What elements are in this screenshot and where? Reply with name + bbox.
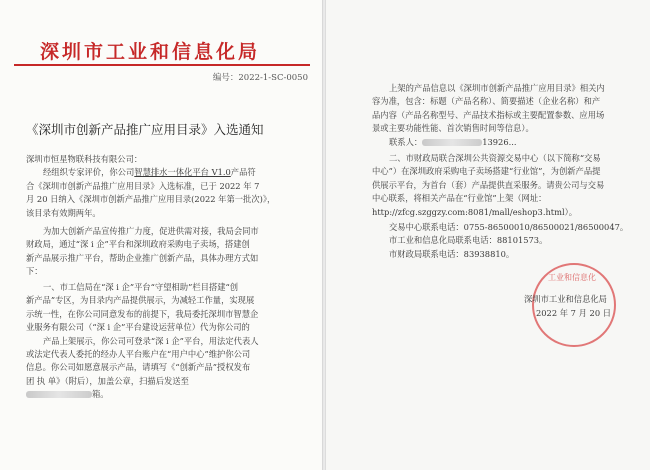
mall-url: http://zfcg.szggzy.com:8081/mall/eshop3.html）。 <box>372 206 578 217</box>
redacted-email <box>26 391 92 398</box>
right-para2-line: 中心”）在深圳政府采购电子卖场搭建“行业馆”，为创新产品提 <box>372 166 601 177</box>
left-page <box>0 0 322 470</box>
right-para2-line: 二、市财政局联合深圳公共资源交易中心（以下简称“交易 <box>389 153 601 163</box>
addressee: 深圳市恒星物联科技有限公司： <box>26 154 143 164</box>
right-para1-line: 景或主要功能性能、首次销售时间等信息）。 <box>372 123 534 134</box>
right-page <box>326 0 650 470</box>
para3-line: 箱。 <box>26 388 259 401</box>
right-para1-line: 品内容（产品名称型号、产品技术指标或主要配置参数、应用场 <box>372 109 605 120</box>
para3-line: 业服务有限公司（“深 i 企”平台建设运营单位）代为你公司的 <box>26 322 250 333</box>
contact-phone: 13926... <box>482 136 517 147</box>
para1-line: 合《深圳市创新产品推广应用目录》入选标准，已于 2022 年 7 <box>26 180 260 191</box>
para2-line: 下： <box>26 266 43 277</box>
right-para1-line: 上架的产品信息以《深圳市创新产品推广应用目录》相关内 <box>389 83 605 93</box>
contact-line: 联系人： 13926... <box>389 136 517 147</box>
signature-org: 深圳市工业和信息化局 <box>524 294 607 304</box>
para1-line: 该目录有效期两年。 <box>26 207 101 218</box>
para3-line: 新产品”专区，为目录内产品提供展示，为减轻工作量，实现展 <box>26 295 255 306</box>
product-name: 智慧排水一体化平台 V1.0 <box>134 167 231 178</box>
right-para2 <box>372 152 604 219</box>
para3-line: 产品上架展示，你公司可登录“深 i 企”平台，用法定代表人 <box>43 335 259 346</box>
right-para1-line: 容为准，包含：标题（产品名称）、简要描述（企业名称）和产 <box>372 96 601 107</box>
para1-line: 经组织专家评价，你公司智慧排水一体化平台 V1.0产品符 <box>43 167 256 178</box>
para2-line: 为加大创新产品宣传推广力度，促进供需对接，我局会同市 <box>43 226 259 236</box>
para2-line: 新产品展示推广平台，帮助企业推广创新产品，具体办理方式如 <box>26 252 259 263</box>
header-rule <box>14 64 310 66</box>
para3-line: 团 执 单》（附后），加盖公章，扫描后发送至 <box>26 375 189 386</box>
right-para2-line: 供展示平台，为首台（套）产品提供直采服务。请贵公司与交易 <box>372 179 605 190</box>
para3 <box>26 281 259 402</box>
phone-line: 交易中心联系电话：0755-86500010/86500021/86500047。 <box>389 222 629 232</box>
phone-list <box>372 221 628 261</box>
para3-line: 信息。你公司如愿意展示产品，请填写《“创新产品”授权发布 <box>26 362 251 373</box>
signature-date: 2022 年 7 月 20 日 <box>536 308 612 318</box>
document-number: 编号：2022-1-SC-0050 <box>212 73 308 83</box>
para3-line: 一、市工信局在“深 i 企”平台“守望相助”栏目搭建“创 <box>43 282 239 292</box>
para3-line: 示统一性，在你公司同意发布的前提下，我局委托深圳市智慧企 <box>26 308 259 319</box>
phone-line: 市财政局联系电话：83938810。 <box>389 248 515 259</box>
para2 <box>26 225 259 279</box>
notice-title: 《深圳市创新产品推广应用目录》入选通知 <box>26 122 264 137</box>
right-para2-line: 中心联系，将相关产品在“行业馆”上架（网址： <box>372 193 547 204</box>
redacted-contact <box>422 139 482 146</box>
issuer-header: 深圳市工业和信息化局 <box>40 41 261 63</box>
para2-line: 财政局，通过“深 i 企”平台和深圳政府采购电子卖场，搭建创 <box>26 239 250 250</box>
notice-body <box>26 153 275 220</box>
right-para1 <box>372 82 605 149</box>
phone-line: 市工业和信息化局联系电话：88101573。 <box>389 235 548 246</box>
seal-text: 工业和信息化 <box>548 273 596 282</box>
para1-line: 月 20 日纳入《深圳市创新产品推广应用目录(2022 年第一批次)》， <box>26 194 276 205</box>
para3-line: 或法定代表人委托的经办人平台账户在“用户中心”维护你公司 <box>26 349 251 360</box>
